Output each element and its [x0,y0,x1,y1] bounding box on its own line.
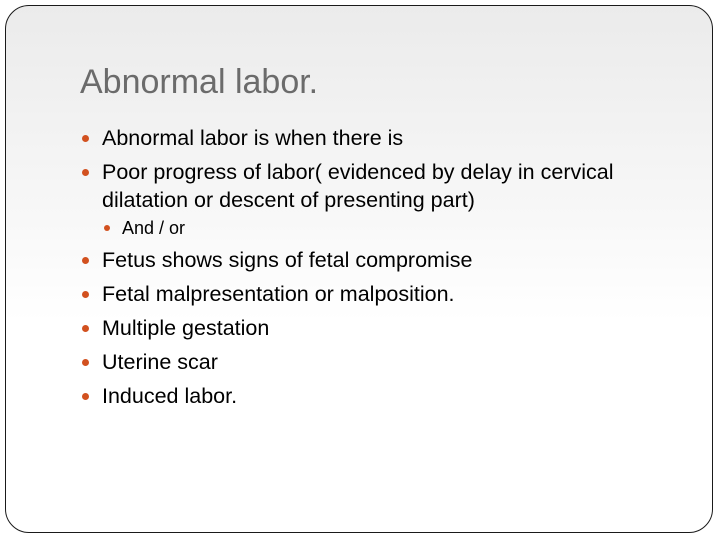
bullet-list [80,124,690,416]
bullet-item [80,348,690,376]
bullet-dot-icon [82,291,89,298]
bullet-text: Fetal malpresentation or malposition. [102,282,455,306]
bullet-item [80,158,690,214]
bullet-item [80,382,690,410]
slide [5,5,713,533]
bullet-dot-icon [82,169,89,176]
bullet-dot-icon [82,393,89,400]
bullet-text: Fetus shows signs of fetal compromise [102,248,473,272]
slide-title: Abnormal labor. [80,63,319,101]
bullet-dot-icon [82,325,89,332]
bullet-text: Poor progress of labor( evidenced by delay in cervical dilatation or descent of presenting part) [102,160,614,212]
bullet-text: Uterine scar [102,350,218,374]
bullet-dot-icon [104,225,110,231]
bullet-dot-icon [82,359,89,366]
bullet-text: Abnormal labor is when there is [102,126,404,150]
bullet-item [80,314,690,342]
bullet-text: Multiple gestation [102,316,270,340]
bullet-text: Induced labor. [102,384,238,408]
bullet-item [80,124,690,152]
bullet-dot-icon [82,257,89,264]
bullet-item [80,246,690,274]
bullet-text: And / or [122,218,186,238]
sub-bullet-item [80,216,690,240]
bullet-item [80,280,690,308]
bullet-dot-icon [82,135,89,142]
